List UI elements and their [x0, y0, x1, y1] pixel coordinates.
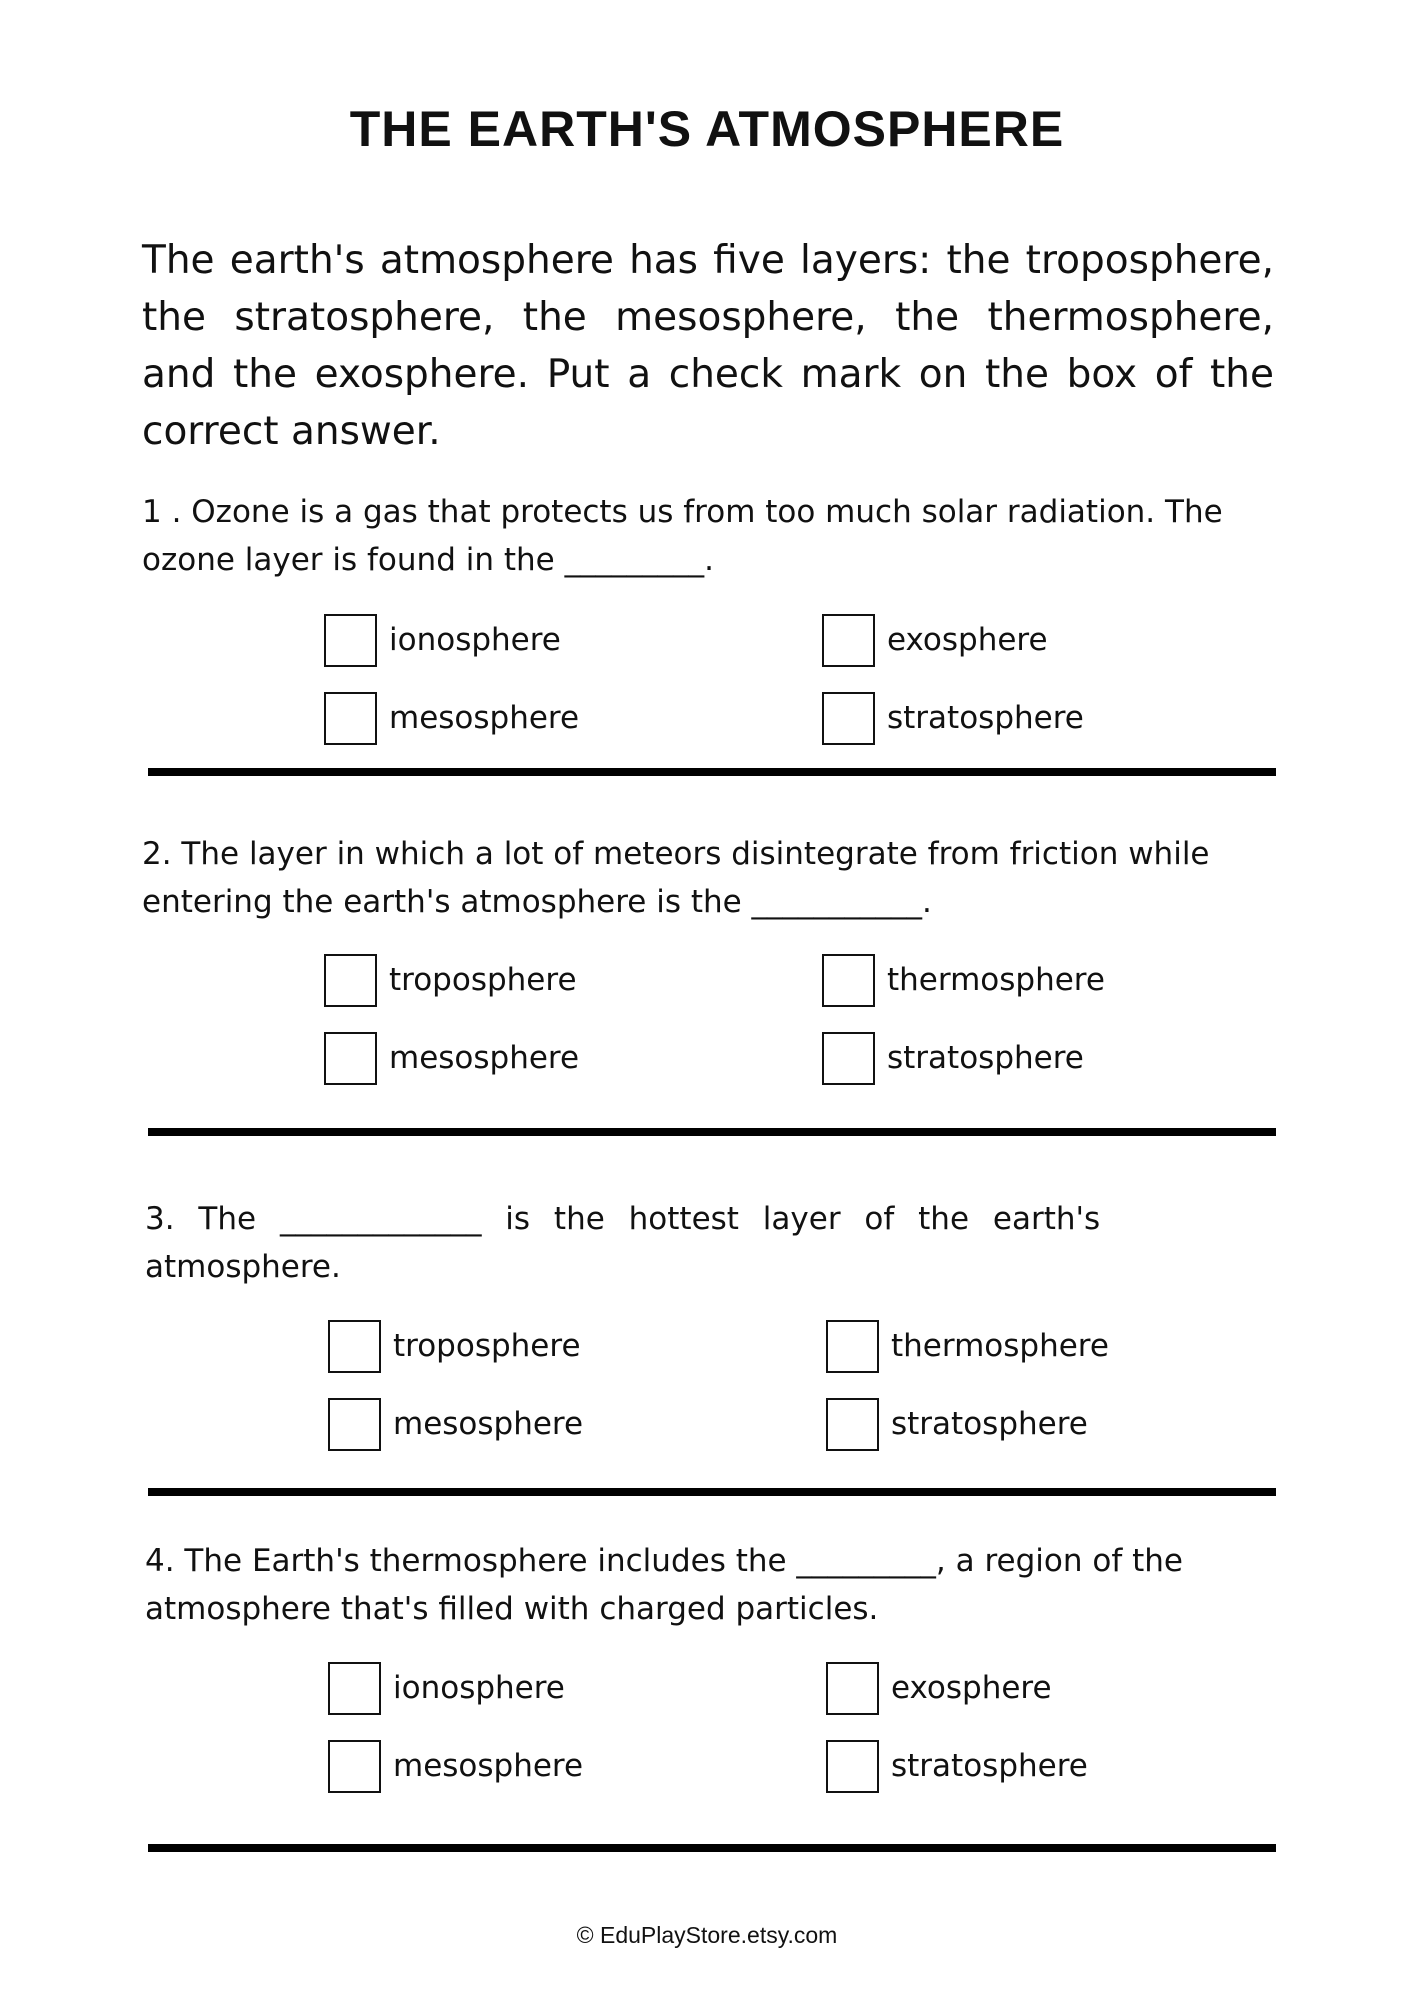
question-1-option-mesosphere[interactable]: [324, 690, 579, 746]
option-label: mesosphere: [393, 1406, 584, 1442]
question-4-option-stratosphere[interactable]: [826, 1738, 1088, 1794]
question-1-text: 1 . Ozone is a gas that protects us from too much solar radiation. The ozone layer is found in the _________.: [142, 494, 1223, 578]
checkbox[interactable]: [822, 614, 875, 667]
question-3-option-troposphere[interactable]: [328, 1318, 581, 1374]
option-label: stratosphere: [891, 1406, 1088, 1442]
checkbox[interactable]: [324, 614, 377, 667]
option-label: thermosphere: [887, 962, 1105, 998]
checkbox[interactable]: [822, 1032, 875, 1085]
question-3-option-thermosphere[interactable]: [826, 1318, 1109, 1374]
option-label: stratosphere: [887, 700, 1084, 736]
section-divider: [148, 1488, 1276, 1496]
checkbox[interactable]: [822, 954, 875, 1007]
question-1-option-stratosphere[interactable]: [822, 690, 1084, 746]
question-3-option-mesosphere[interactable]: [328, 1396, 583, 1452]
option-label: stratosphere: [887, 1040, 1084, 1076]
question-2-text: 2. The layer in which a lot of meteors disintegrate from friction while entering the earth's atmosphere is the ___________.: [142, 836, 1210, 920]
question-2-option-mesosphere[interactable]: [324, 1030, 579, 1086]
question-1-option-exosphere[interactable]: [822, 612, 1048, 668]
option-label: exosphere: [891, 1670, 1052, 1706]
option-label: stratosphere: [891, 1748, 1088, 1784]
checkbox[interactable]: [324, 692, 377, 745]
option-label: troposphere: [393, 1328, 581, 1364]
question-4-option-ionosphere[interactable]: [328, 1660, 565, 1716]
question-2-option-thermosphere[interactable]: [822, 952, 1105, 1008]
checkbox[interactable]: [324, 1032, 377, 1085]
checkbox[interactable]: [826, 1740, 879, 1793]
option-label: ionosphere: [393, 1670, 565, 1706]
checkbox[interactable]: [328, 1662, 381, 1715]
checkbox[interactable]: [822, 692, 875, 745]
section-divider: [148, 1128, 1276, 1136]
option-label: thermosphere: [891, 1328, 1109, 1364]
option-label: troposphere: [389, 962, 577, 998]
checkbox[interactable]: [328, 1398, 381, 1451]
question-4-text: 4. The Earth's thermosphere includes the _________, a region of the atmosphere that's filled with charged particles.: [145, 1543, 1183, 1627]
checkbox[interactable]: [328, 1740, 381, 1793]
section-divider: [148, 768, 1276, 776]
option-label: mesosphere: [389, 700, 580, 736]
question-4-option-exosphere[interactable]: [826, 1660, 1052, 1716]
checkbox[interactable]: [826, 1662, 879, 1715]
copyright-footer: © EduPlayStore.etsy.com: [576, 1922, 838, 1948]
option-label: exosphere: [887, 622, 1048, 658]
question-3-text: 3. The _____________ is the hottest layer of the earth's atmosphere.: [145, 1201, 1101, 1285]
page-title: THE EARTH'S ATMOSPHERE: [349, 101, 1065, 157]
question-1-option-ionosphere[interactable]: [324, 612, 561, 668]
checkbox[interactable]: [328, 1320, 381, 1373]
option-label: mesosphere: [389, 1040, 580, 1076]
question-2-option-troposphere[interactable]: [324, 952, 577, 1008]
checkbox[interactable]: [826, 1320, 879, 1373]
question-2-option-stratosphere[interactable]: [822, 1030, 1084, 1086]
checkbox[interactable]: [826, 1398, 879, 1451]
intro-paragraph: The earth's atmosphere has five layers: the troposphere, the stratosphere, the mesosphere, the thermosphere, and the exosphere. Put a check mark on the box of the correct answer.: [142, 238, 1274, 454]
option-label: mesosphere: [393, 1748, 584, 1784]
option-label: ionosphere: [389, 622, 561, 658]
checkbox[interactable]: [324, 954, 377, 1007]
question-4-option-mesosphere[interactable]: [328, 1738, 583, 1794]
question-3-option-stratosphere[interactable]: [826, 1396, 1088, 1452]
section-divider: [148, 1844, 1276, 1852]
